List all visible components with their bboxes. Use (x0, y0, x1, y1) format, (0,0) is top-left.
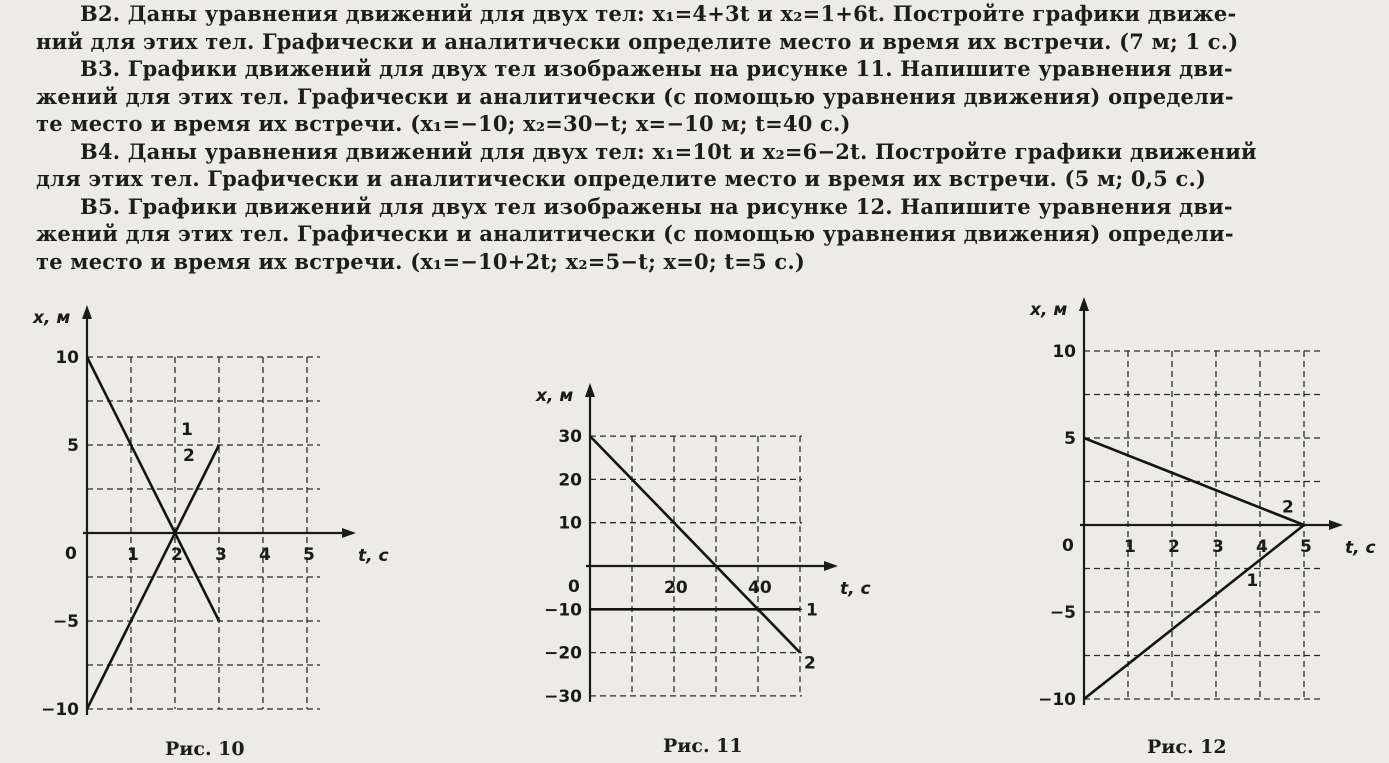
y-tick-label: 10 (55, 348, 79, 368)
y-tick-label: −5 (1049, 603, 1076, 623)
x-axis-label: t, с (358, 546, 389, 566)
x-tick-label: 2 (171, 545, 183, 565)
origin-label: 0 (1062, 536, 1074, 556)
problem-line: жений для этих тел. Графически и аналитически (с помощью уравнения движения) определи- (36, 83, 1234, 109)
problem-line: В4. Даны уравнения движений для двух тел: x₁=10t и x₂=6−2t. Постройте графики движений (80, 138, 1257, 164)
problem-line: те место и время их встречи. (x₁=−10; x₂=30−t; x=−10 м; t=40 с.) (36, 111, 851, 136)
series-label-2: 2 (1282, 497, 1294, 518)
y-tick-label: −10 (1038, 690, 1076, 710)
origin-label: 0 (65, 544, 77, 564)
y-tick-label: 10 (1052, 342, 1076, 362)
series-label-2: 2 (183, 446, 195, 466)
x-tick-label: 1 (1124, 537, 1136, 557)
x-tick-label: 20 (664, 578, 688, 598)
x-axis-label: t, с (1345, 538, 1376, 558)
y-tick-label: −20 (544, 643, 582, 664)
problem-line: те место и время их встречи. (x₁=−10+2t; x₂=5−t; x=0; t=5 с.) (36, 248, 805, 274)
figure-10-caption: Рис. 10 (165, 738, 245, 760)
y-axis-label: x, м (33, 308, 71, 328)
x-axis-arrow (1329, 520, 1343, 530)
problem-line: В2. Даны уравнения движений для двух тел: x₁=4+3t и x₂=1+6t. Постройте графики движе- (80, 1, 1237, 26)
x-tick-label: 3 (1212, 537, 1224, 557)
x-tick-label: 5 (303, 545, 315, 565)
figure-12-caption: Рис. 12 (1147, 736, 1227, 758)
y-axis-arrow (1079, 297, 1089, 311)
x-axis-label: t, с (840, 579, 871, 599)
origin-label: 0 (568, 577, 580, 597)
y-tick-label: −10 (41, 700, 79, 720)
series-label-1: 1 (806, 600, 818, 621)
y-tick-label: 20 (558, 470, 582, 491)
y-axis-label: x, м (1030, 300, 1068, 320)
y-tick-label: 5 (1064, 429, 1076, 449)
figure-11-caption: Рис. 11 (663, 735, 743, 757)
y-axis-label: x, м (536, 386, 574, 406)
y-tick-label: 5 (67, 436, 79, 456)
problem-line: В5. Графики движений для двух тел изображены на рисунке 12. Напишите уравнения дви- (80, 193, 1233, 219)
series-label-1: 1 (1246, 570, 1259, 591)
series-label-2: 2 (804, 653, 816, 674)
problem-line: жений для этих тел. Графически и аналитически (с помощью уравнения движения) определи- (36, 221, 1234, 246)
series-label-1: 1 (181, 420, 193, 440)
x-tick-label: 4 (259, 545, 271, 565)
x-tick-label: 4 (1256, 537, 1268, 557)
y-tick-label: 10 (558, 513, 582, 534)
y-tick-label: −30 (544, 686, 582, 707)
y-tick-label: −10 (544, 600, 582, 621)
x-tick-label: 40 (748, 578, 772, 598)
y-tick-label: 30 (558, 427, 582, 448)
problem-line: ний для этих тел. Графически и аналитически определите место и время их встречи. (7 м; 1 с.) (36, 28, 1239, 54)
x-tick-label: 3 (215, 545, 227, 565)
x-tick-label: 1 (127, 545, 139, 565)
problem-line: для этих тел. Графически и аналитически определите место и время их встречи. (5 м; 0,5 с.) (36, 166, 1207, 191)
x-tick-label: 5 (1300, 537, 1312, 557)
x-tick-label: 2 (1168, 537, 1180, 557)
problem-line: В3. Графики движений для двух тел изображены на рисунке 11. Напишите уравнения дви- (80, 56, 1233, 81)
y-tick-label: −5 (52, 612, 79, 632)
